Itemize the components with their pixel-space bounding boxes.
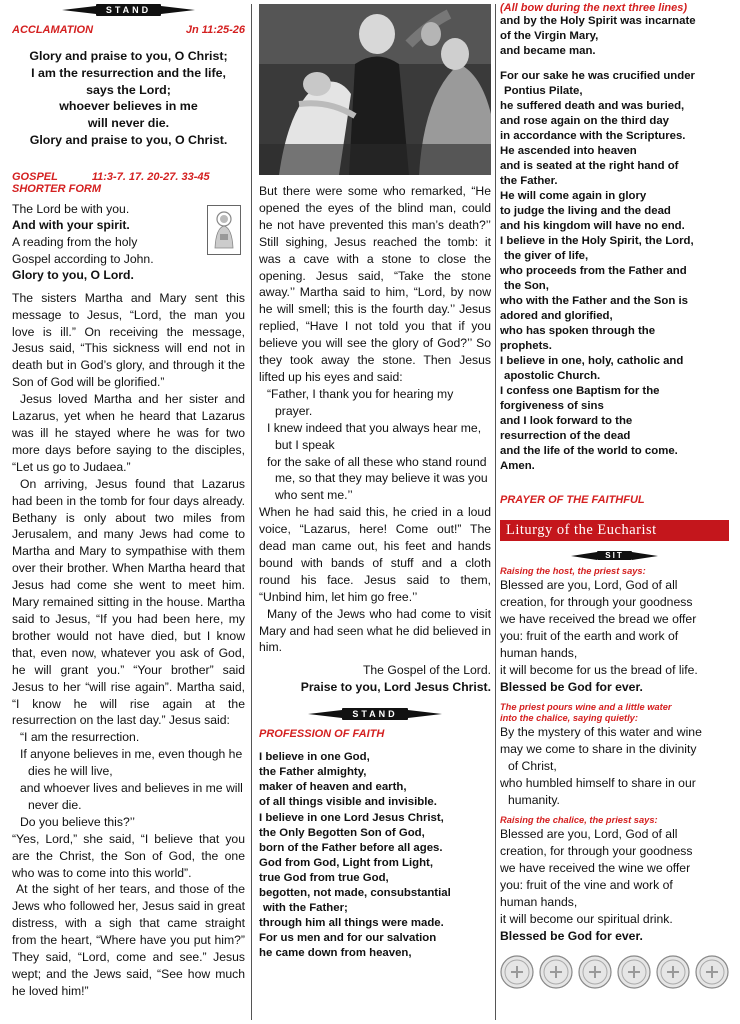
- gospel-paragraph: On arriving, Jesus found that Lazarus had been in the tomb for four days already. Bethany is only about two miles from Jerusalem, and many Jews had come to Martha and Mary to sympathise with them over their brother. When Martha heard that Jesus had come she went to meet him. Mary remained sitting in the house. Martha said to Jesus, “If you had been here, my brother would not have died, but I know that, even now, whatever you ask of God, he will grant you.” “Your brother” said Jesus to her “will rise again”. Martha said, “I know he will rise again at the resurrection on the last day.” Jesus said:: [12, 476, 245, 728]
- creed-line: I believe in one, holy, catholic and: [500, 355, 684, 367]
- column-2: [259, 0, 491, 1024]
- gospel-text-part-2: [259, 183, 491, 696]
- creed-line: I believe in the Holy Spirit, the Lord,: [500, 235, 694, 247]
- creed-line: he came down from heaven,: [259, 947, 412, 960]
- host-icon: [656, 955, 690, 989]
- gospel-paragraph: Many of the Jews who had come to visit Mary and had seen what he did believed in him.: [259, 606, 491, 655]
- creed-line: of the Virgin Mary,: [500, 30, 599, 42]
- gospel-dialogue: [12, 201, 245, 284]
- creed-line: I believe in one Lord Jesus Christ,: [259, 811, 444, 824]
- sit-label: SIT: [597, 551, 631, 560]
- gospel-paragraph: “Yes, Lord,” she said, “I believe that you are the Christ, the Son of God, the one who was to come into this world”.: [12, 831, 245, 880]
- creed-line: I confess one Baptism for the: [500, 385, 660, 397]
- prayer-response: Blessed be God for ever.: [500, 680, 643, 694]
- creed-line: who has spoken through the: [500, 325, 656, 337]
- acclamation-heading: [12, 24, 245, 36]
- creed-line: He will come again in glory: [500, 190, 647, 202]
- prayer-line: creation, for through your goodness: [500, 595, 693, 609]
- arrow-right-icon: [632, 552, 658, 560]
- arrow-left-icon: [62, 6, 96, 14]
- rubric-line: The priest pours wine and a little water: [500, 702, 672, 712]
- column-3: [500, 0, 729, 1024]
- prayer-line: you: fruit of the earth and work of: [500, 629, 679, 643]
- creed-line: begotten, not made, consubstantial: [259, 887, 451, 900]
- stand-label: STAND: [96, 4, 161, 16]
- column-divider-1: [251, 4, 252, 1020]
- prayer-line: it will become our spiritual drink.: [500, 912, 673, 926]
- creed-line: God from God, Light from Light,: [259, 856, 433, 869]
- creed-line: and by the Holy Spirit was incarnate: [500, 15, 696, 27]
- gospel-quote-line: “Father, I thank you for hearing my prayer.: [267, 386, 454, 418]
- liturgy-of-eucharist-banner: Liturgy of the Eucharist: [500, 520, 729, 541]
- acclamation-text: [12, 48, 245, 149]
- prayer-line: of Christ,: [508, 759, 557, 773]
- gospel-paragraph: When he had said this, he cried in a loud voice, “Lazarus, here! Come out!” The dead man came out, his feet and hands bound with bands of stuff and a cloth round his face. Jesus said to them, “Unbind him, let him go free.’’: [259, 505, 491, 604]
- prayer-line: Blessed are you, Lord, God of all: [500, 578, 678, 592]
- prayer-line: who humbled himself to share in our: [500, 776, 696, 790]
- acclamation-line: I am the resurrection and the life,: [31, 65, 226, 80]
- host-icon: [539, 955, 573, 989]
- creed-line: and the life of the world to come.: [500, 445, 678, 457]
- gospel-quote-line: If anyone believes in me, even though he dies he will live,: [20, 747, 243, 779]
- gospel-paragraph: Jesus loved Martha and her sister and Lazarus, yet when he heard that Lazarus was ill he stayed where he was for two more days before saying to the disciples, “Let us go to Judaea.”: [12, 392, 245, 474]
- creed-line: maker of heaven and earth,: [259, 781, 407, 794]
- gospel-text-part-1: [12, 290, 245, 1000]
- gospel-quote-line: and whoever lives and believes in me will never die.: [20, 781, 243, 812]
- dialogue-response: And with your spirit.: [12, 218, 130, 233]
- gospel-quote-line: for the sake of all these who stand round me, so that they may believe it was you who sent me.’’: [267, 454, 488, 503]
- creed-line: with the Father;: [263, 902, 348, 915]
- creed-line: apostolic Church.: [504, 370, 601, 382]
- stand-banner: [12, 4, 245, 16]
- creed-line: and I look forward to the: [500, 415, 633, 427]
- creed-line: the Son,: [504, 280, 549, 292]
- gospel-heading: [12, 171, 245, 195]
- stand-banner: [259, 708, 491, 720]
- creed-line: For us men and for our salvation: [259, 932, 437, 945]
- prayer-line: it will become for us the bread of life.: [500, 663, 698, 677]
- prayer-line: human hands,: [500, 895, 578, 909]
- gospel-quote-line: I knew indeed that you always hear me, but I speak: [267, 420, 482, 452]
- arrow-left-icon: [571, 552, 597, 560]
- creed-line: Amen.: [500, 460, 535, 472]
- dialogue-line: The Lord be with you.: [12, 201, 130, 216]
- creed-line: and rose again on the third day: [500, 115, 669, 127]
- rubric: Raising the host, the priest says:: [500, 566, 646, 576]
- creed-line: the giver of life,: [504, 250, 589, 262]
- column-divider-2: [495, 4, 496, 1020]
- acclamation-line: will never die.: [87, 116, 170, 131]
- creed-line: of all things visible and invisible.: [259, 796, 437, 809]
- creed-line: through him all things were made.: [259, 917, 444, 930]
- prayer-bread: [500, 577, 729, 696]
- creed-line: in accordance with the Scriptures.: [500, 130, 686, 142]
- dialogue-line: Gospel according to John.: [12, 251, 154, 266]
- acclamation-reference: Jn 11:25-26: [185, 24, 245, 36]
- creed-line: resurrection of the dead: [500, 430, 631, 442]
- sit-banner: [500, 551, 729, 560]
- gospel-quote-line: “I am the resurrection.: [20, 730, 140, 745]
- prayer-line: we have received the bread we offer: [500, 612, 697, 626]
- gospel-form: SHORTER FORM: [12, 182, 102, 195]
- arrow-left-icon: [308, 710, 342, 718]
- creed-part-3: [500, 69, 729, 474]
- evangelist-icon: [207, 205, 241, 255]
- gospel-paragraph: But there were some who remarked, “He opened the eyes of the blind man, could he not have prevented this man’s death?’’ Still sighing, Jesus reached the tomb: it was a cave with a stone to close the opening. Jesus said, “Take the stone away.’’ Martha said to him, “Lord, by now he will smell; this is the fourth day.’’ Jesus replied, “Have I not told you that if you believe you will see the glory of God?’’ So they took away the stone. Then Jesus lifted up his eyes and said:: [259, 184, 491, 384]
- gospel-quote-line: Do you believe this?’’: [20, 814, 135, 829]
- prayer-of-faithful-heading: PRAYER OF THE FAITHFUL: [500, 494, 645, 506]
- prayer-line: human hands,: [500, 646, 578, 660]
- creed-line: For our sake he was crucified under: [500, 70, 695, 82]
- creed-line: who with the Father and the Son is: [500, 295, 688, 307]
- prayer-line: By the mystery of this water and wine: [500, 725, 702, 739]
- prayer-wine: [500, 826, 729, 945]
- rubric-line: into the chalice, saying quietly:: [500, 713, 638, 723]
- arrow-right-icon: [408, 710, 442, 718]
- creed-part-2: [500, 14, 729, 59]
- creed-line: and his kingdom will have no end.: [500, 220, 685, 232]
- acclamation-title: ACCLAMATION: [12, 24, 94, 36]
- host-icon: [500, 955, 534, 989]
- creed-line: Pontius Pilate,: [504, 85, 583, 97]
- acclamation-line: Glory and praise to you, O Christ.: [29, 132, 228, 147]
- prayer-response: Blessed be God for ever.: [500, 929, 643, 943]
- column-1: [12, 0, 245, 1024]
- creed-line: true God from true God,: [259, 871, 389, 884]
- creed-line: He ascended into heaven: [500, 145, 637, 157]
- creed-line: the Father.: [500, 175, 558, 187]
- creed-line: the Only Begotten Son of God,: [259, 826, 425, 839]
- gospel-reference: 11:3-7. 17. 20-27. 33-45: [91, 170, 210, 183]
- creed-line: I believe in one God,: [259, 751, 370, 764]
- host-icon: [578, 955, 612, 989]
- creed-line: to judge the living and the dead: [500, 205, 671, 217]
- host-coins-row: [500, 955, 729, 989]
- prayer-line: may we come to share in the divinity: [500, 742, 697, 756]
- creed-part-1: [259, 750, 491, 961]
- creed-line: prophets.: [500, 340, 552, 352]
- creed-line: adored and glorified,: [500, 310, 613, 322]
- prayer-line: creation, for through your goodness: [500, 844, 693, 858]
- creed-line: he suffered death and was buried,: [500, 100, 685, 112]
- rubric: Raising the chalice, the priest says:: [500, 815, 658, 825]
- creed-line: who proceeds from the Father and: [500, 265, 687, 277]
- prayer-water-wine: [500, 724, 729, 809]
- profession-heading: PROFESSION OF FAITH: [259, 728, 385, 741]
- gospel-closing-response: Praise to you, Lord Jesus Christ.: [300, 680, 491, 695]
- creed-line: forgiveness of sins: [500, 400, 604, 412]
- gospel-closing: The Gospel of the Lord.: [362, 663, 491, 678]
- host-icon: [695, 955, 729, 989]
- creed-line: born of the Father before all ages.: [259, 841, 443, 854]
- prayer-line: you: fruit of the vine and work of: [500, 878, 673, 892]
- dialogue-line: A reading from the holy: [12, 234, 138, 249]
- acclamation-line: whoever believes in me: [59, 99, 198, 114]
- gospel-paragraph: At the sight of her tears, and those of the Jews who followed her, Jesus said in great distress, with a sigh that came straight from the heart, “Where have you put him?” They said, “Lord, come and see.” Jesus wept; and the Jews said, “See how much he loved him!”: [12, 882, 245, 998]
- host-icon: [617, 955, 651, 989]
- acclamation-line: says the Lord;: [86, 82, 171, 97]
- dialogue-response: Glory to you, O Lord.: [12, 268, 134, 283]
- gospel-title: GOSPEL: [12, 170, 58, 183]
- prayer-line: humanity.: [508, 793, 560, 807]
- raising-of-lazarus-painting: [259, 4, 491, 175]
- bow-note: (All bow during the next three lines): [500, 2, 688, 14]
- rubric: [500, 702, 729, 724]
- gospel-paragraph: The sisters Martha and Mary sent this message to Jesus, “Lord, the man you love is ill.” On receiving the message, Jesus said, “This sickness will end not in death but in God’s glory, and through it the Son of God will be glorified.”: [12, 290, 245, 390]
- prayer-line: we have received the wine we offer: [500, 861, 691, 875]
- arrow-right-icon: [161, 6, 195, 14]
- stand-label: STAND: [342, 708, 407, 720]
- creed-line: and is seated at the right hand of: [500, 160, 679, 172]
- creed-line: the Father almighty,: [259, 766, 367, 779]
- acclamation-line: Glory and praise to you, O Christ;: [29, 49, 228, 63]
- prayer-line: Blessed are you, Lord, God of all: [500, 827, 678, 841]
- creed-line: and became man.: [500, 45, 596, 57]
